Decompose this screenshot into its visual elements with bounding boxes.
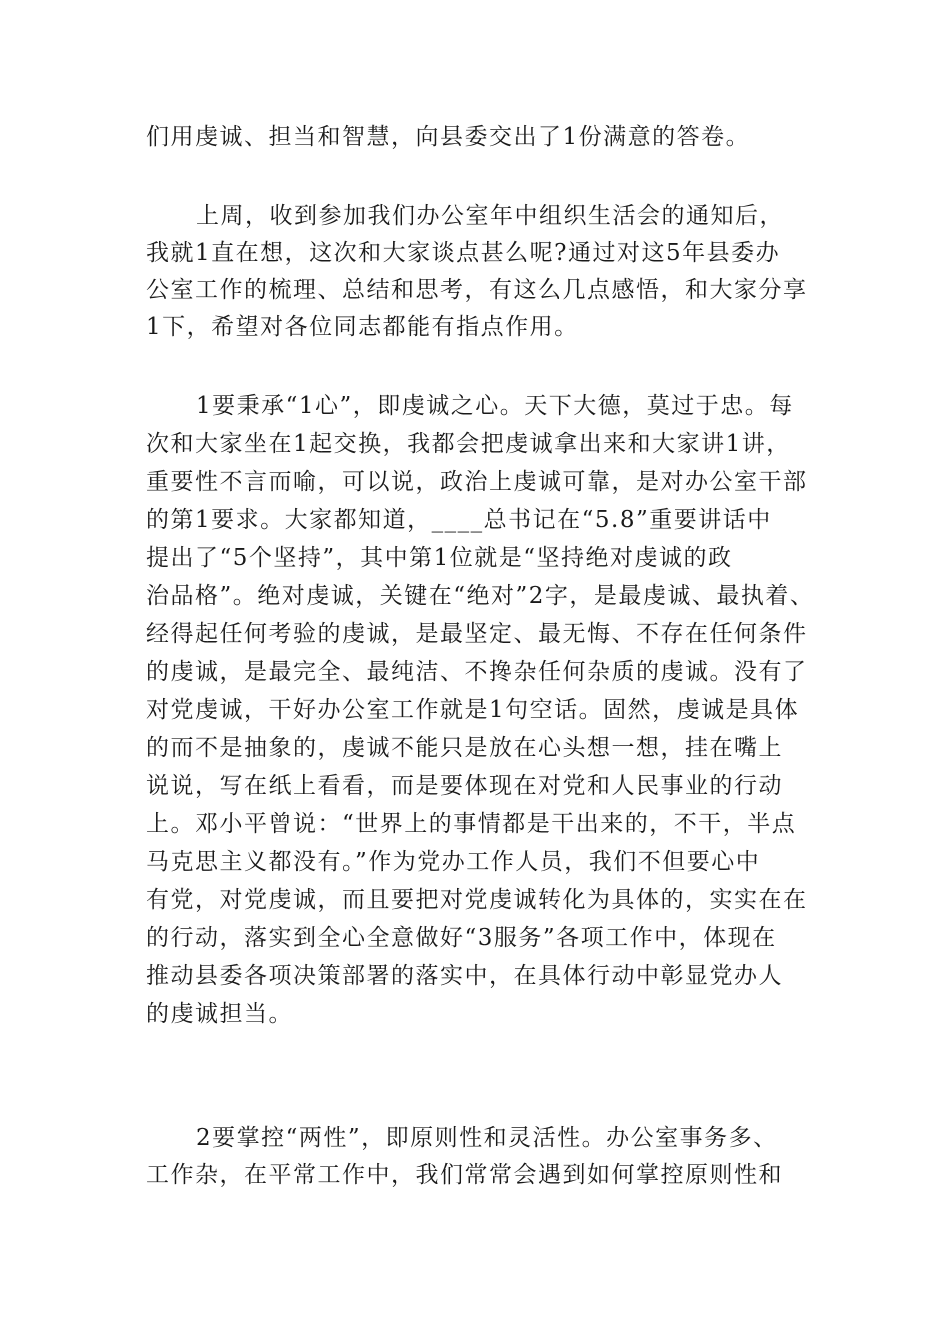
paragraph-3-line-8: 的虔诚，是最完全、最纯洁、不搀杂任何杂质的虔诚。没有了 [146, 659, 808, 685]
paragraph-3-line-3: 重要性不言而喻，可以说，政治上虔诚可靠，是对办公室干部 [146, 469, 808, 495]
paragraph-1-line-1: 们用虔诚、担当和智慧，向县委交出了1份满意的答卷。 [146, 124, 751, 150]
paragraph-3-line-4: 的第1要求。大家都知道，____总书记在“5.8”重要讲话中 [146, 507, 772, 533]
paragraph-3-line-2: 次和大家坐在1起交换，我都会把虔诚拿出来和大家讲1讲， [146, 431, 791, 457]
paragraph-3-line-6: 治品格”。绝对虔诚，关键在“绝对”2字，是最虔诚、最执着、 [146, 583, 815, 609]
paragraph-3-line-13: 马克思主义都没有。”作为党办工作人员，我们不但要心中 [146, 849, 761, 875]
paragraph-3-line-5: 提出了“5个坚持”，其中第1位就是“坚持绝对虔诚的政 [146, 545, 733, 571]
paragraph-3-line-12: 上。邓小平曾说：“世界上的事情都是干出来的，不干，半点 [146, 811, 797, 837]
paragraph-2-line-4: 1下，希望对各位同志都能有指点作用。 [146, 314, 579, 340]
paragraph-3-line-1: 1要秉承“1心”，即虔诚之心。天下大德，莫过于忠。每 [196, 393, 794, 419]
paragraph-3-line-9: 对党虔诚，干好办公室工作就是1句空话。固然，虔诚是具体 [146, 697, 800, 723]
paragraph-3-line-10: 的而不是抽象的，虔诚不能只是放在心头想一想，挂在嘴上 [146, 735, 783, 761]
paragraph-3-line-15: 的行动，落实到全心全意做好“3服务”各项工作中，体现在 [146, 925, 777, 951]
paragraph-4-line-2: 工作杂，在平常工作中，我们常常会遇到如何掌控原则性和 [146, 1162, 783, 1188]
paragraph-2-line-2: 我就1直在想，这次和大家谈点甚么呢?通过对这5年县委办 [146, 240, 781, 266]
paragraph-3-line-14: 有党，对党虔诚，而且要把对党虔诚转化为具体的，实实在在 [146, 887, 808, 913]
paragraph-3-line-11: 说说，写在纸上看看，而是要体现在对党和人民事业的行动 [146, 773, 783, 799]
paragraph-4-line-1: 2要掌控“两性”，即原则性和灵活性。办公室事务多、 [196, 1125, 778, 1151]
paragraph-3-line-17: 的虔诚担当。 [146, 1001, 293, 1027]
paragraph-3-line-7: 经得起任何考验的虔诚，是最坚定、最无悔、不存在任何条件 [146, 621, 808, 647]
paragraph-2-line-3: 公室工作的梳理、总结和思考，有这么几点感悟，和大家分享 [146, 277, 808, 303]
paragraph-2-line-1: 上周，收到参加我们办公室年中组织生活会的通知后， [196, 203, 784, 229]
paragraph-3-line-16: 推动县委各项决策部署的落实中，在具体行动中彰显党办人 [146, 963, 783, 989]
